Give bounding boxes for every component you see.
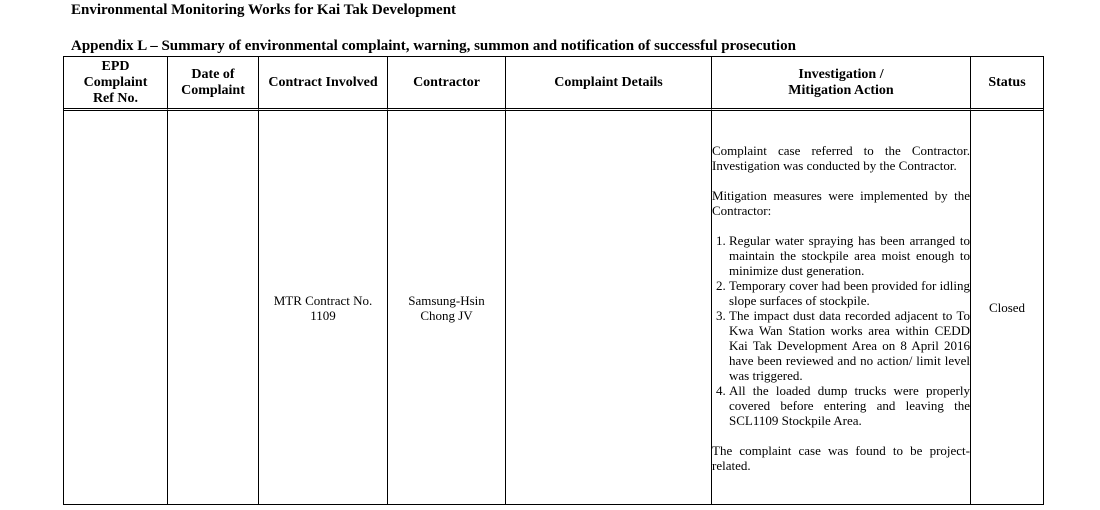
investigation-intro: Complaint case referred to the Contractor. Investigation was conducted by the Contractor.	[712, 142, 970, 173]
header-investigation-line: Mitigation Action	[788, 82, 894, 98]
cell-status: Closed	[988, 300, 1026, 315]
header-investigation	[712, 57, 971, 111]
complaint-summary-table	[63, 56, 1044, 505]
investigation-conclusion: The complaint case was found to be project-related.	[712, 442, 970, 473]
cell-contractor	[388, 111, 506, 504]
header-ref-no-line: EPD	[101, 58, 130, 74]
list-item: 3. The impact dust data recorded adjacent to To Kwa Wan Station works area within CEDD Kai Tak Development Area on 8 April 2016 have been reviewed and no action/ limit level was triggered.	[729, 308, 970, 383]
list-item: 4. All the loaded dump trucks were properly covered before entering and leaving the SCL1109 Stockpile Area.	[729, 383, 970, 428]
cell-contract	[259, 111, 388, 504]
header-status-label: Status	[988, 74, 1026, 90]
cell-contractor-line: Chong JV	[420, 307, 473, 323]
mitigation-measures-list	[712, 233, 970, 428]
cell-ref-no	[64, 111, 168, 504]
cell-contract-line: 1109	[310, 307, 336, 323]
table-header-row	[64, 57, 1043, 111]
header-contractor	[388, 57, 506, 111]
header-date-line: Date of	[191, 66, 235, 82]
header-details	[506, 57, 712, 111]
header-details-label: Complaint Details	[554, 74, 663, 90]
cell-details	[506, 111, 712, 504]
list-item: 1. Regular water spraying has been arranged to maintain the stockpile area moist enough to minimize dust generation.	[729, 233, 970, 278]
document-title: Environmental Monitoring Works for Kai Tak Development	[71, 2, 457, 18]
header-ref-no-line: Ref No.	[92, 90, 139, 106]
cell-contract-line: MTR Contract No.	[273, 292, 373, 308]
table-row	[64, 111, 1043, 504]
header-status	[971, 57, 1043, 111]
cell-contractor-line: Samsung-Hsin	[408, 292, 485, 308]
header-date-line: Complaint	[181, 82, 245, 98]
header-date	[168, 57, 259, 111]
list-item: 2. Temporary cover had been provided for idling slope surfaces of stockpile.	[729, 278, 970, 308]
header-contract	[259, 57, 388, 111]
header-ref-no	[64, 57, 168, 111]
cell-date	[168, 111, 259, 504]
header-investigation-line: Investigation /	[798, 66, 884, 82]
header-contractor-label: Contractor	[413, 74, 480, 90]
appendix-title: Appendix L – Summary of environmental complaint, warning, summon and notification of successful prosecution	[71, 38, 796, 54]
measures-intro: Mitigation measures were implemented by the Contractor:	[712, 187, 970, 218]
header-contract-label: Contract Involved	[268, 74, 378, 90]
cell-investigation	[712, 111, 971, 504]
header-ref-no-line: Complaint	[83, 74, 148, 90]
